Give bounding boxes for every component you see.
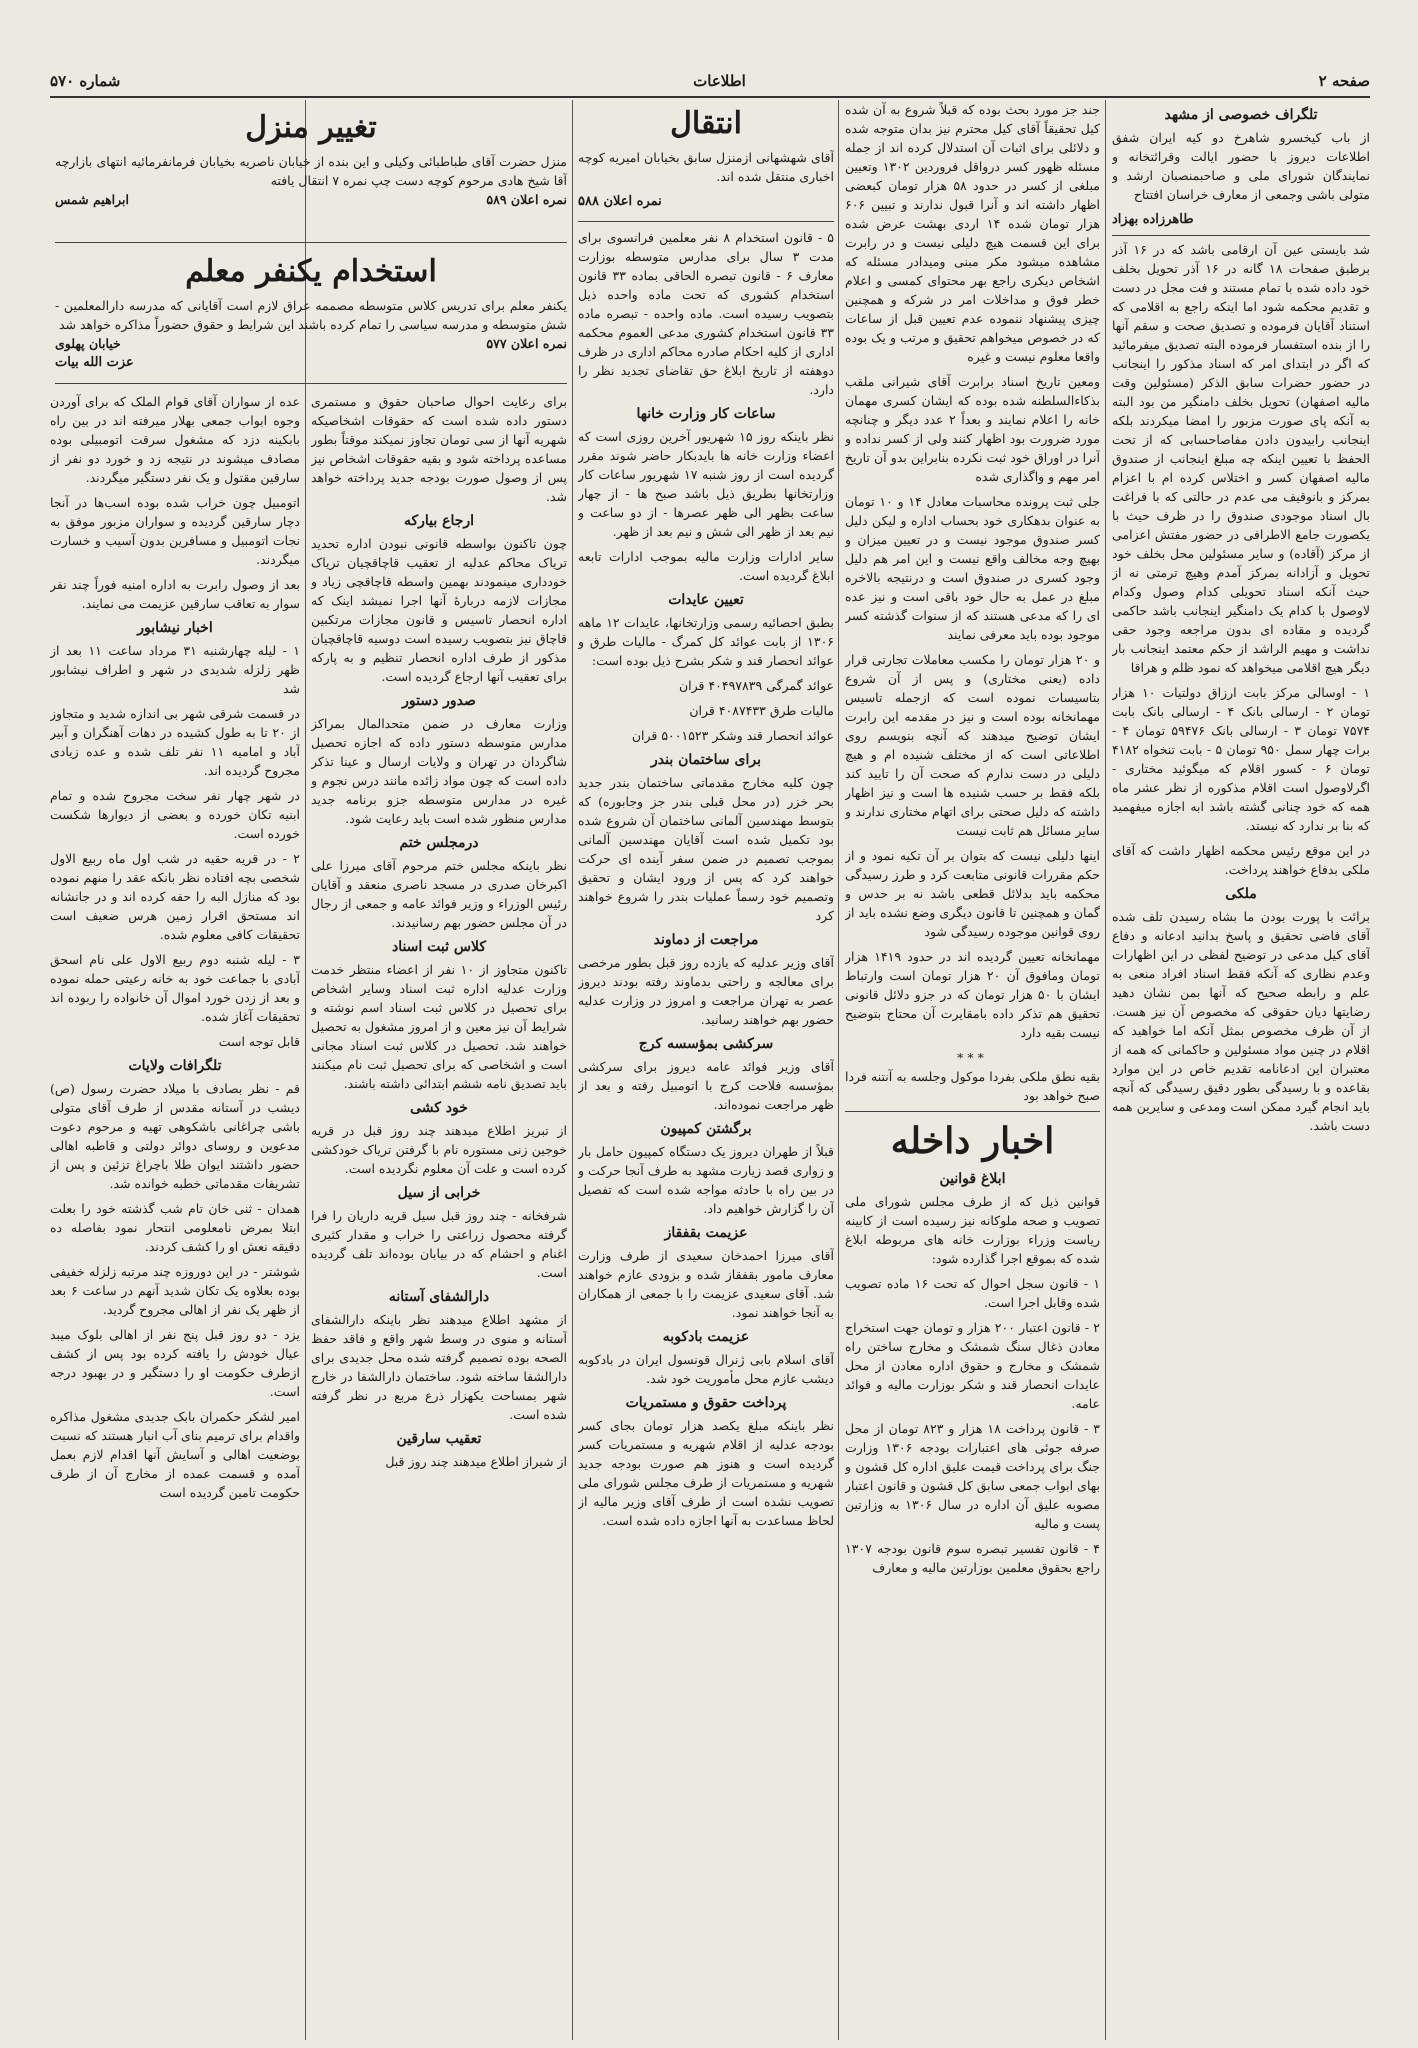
article-text: در این موقع رئیس محکمه اظهار داشت که آقای ملکی بدفاع خواهند پرداخت.: [1112, 843, 1370, 877]
article-text: سایر ادارات وزارت مالیه بموجب ادارات تابعه ابلاغ گردیده است.: [578, 549, 834, 583]
article-text: بطبق احصائیه رسمی وزارتخانها، عایدات ۱۲ ماهه ۱۳۰۶ از بابت عوائد کل کمرگ - مالیات طرق و عوائد انحصار قند و شکر بشرح ذیل بوده است:: [578, 615, 834, 668]
article-text: عده از سواران آقای قوام الملک که برای آوردن وجوه ابواب جمعی بهلار میرفته اند در بین راه بابکینه دزد که مشغول سرقت اتومبیلی بوده مصادف میشوند در نتیجه زد و خورد دو نفر از سارقین مقتول و یک نفر دستگیر میگردند.: [50, 394, 300, 485]
section-heading: عزیمت بقفقاز: [664, 1225, 748, 1241]
article-intro: از باب کیخسرو شاهرخ دو کیه ایران شفق اطلاعات دیروز با حضور ایالت وقرائتخانه و نمایندگان شورای ملی و صاحبمنصبان ارشد و متولی باشی وجمعی از معارف خراسان افتتاح: [1112, 130, 1370, 202]
article-text: شد بایستی عین آن ارقامی باشد که در ۱۶ آذر برطبق صفحات ۱۸ گانه در ۱۶ آذر تحویل بخلف خود داده شده با تمام مستند و فت مجل در دست و تقدیم محکمه شود اما اینکه راجع به اقلامی که استناد آقایان فرموده و تصدیق صحت و سقم آنها را از بنده استفسار فرموده البته تصدیق میفرمائید که اگر در ابتدای امر که اسناد مذکور را اینجانب در حضور حضرات سابق الذکر (مسئولین وقت مالیه اصفهان) تحویل بخلف دامنگیر من بود البته به آنکه پای صورت مزبور را امضا میکردند بلکه اینجانب رابیدون دادن مفاصاحسابی که از تحت الحفظ با تعیین اینکه چه مبلغ اینجانب از صندوق مالیه اصفهان کسر و اختلاس کرده ام با اعزام بمرکز و بانوقیف می عدم در حالتی که با فراغت بال اسناد موجودی صندوق را در ظرف حیث با یکصورت جامع الاطرافی در حضور مفتش اعزامی از مرکز (آقاده) و سایر مسئولین محل بخلف خود تحویل و آزادانه بمرکز آمدم وهیچ ترمتی نه از حیث آنکه اسناد تحویلی کدام وصول وکدام لاوصول با کدام یک دامنگیر اینجانب باشد حاکمی گردیده و مقاده ای بدون مراجعه وجود حقی نداشت و مهیم الراشد از حکم معتمد اینجانب بار دیگر هیچ اقلامی میخواهد که نمود ظلم و هراقا: [1112, 242, 1370, 675]
section-title: اخبار داخله: [890, 1120, 1055, 1162]
notice-text: یکنفر معلم برای تدریس کلاس متوسطه مصممه عراق لازم است آقایانی که مدرسه دارالمعلمین - شش متوسطه و مدرسه سیاسی را تمام کرده باشند این شرایط و حقوق حضوراً مذاکره خواهد شد: [55, 298, 567, 332]
section-heading: ارجاع بیارکه: [403, 513, 475, 529]
article-text: در شهر چهار نفر سخت مجروح شده و تمام ابنیه تکان خورده و بعضی از دیوارها شکست خورده است.: [50, 788, 300, 841]
article-text: ومعین تاریخ اسناد برابرت آقای شیرانی ملقب بذکاءالسلطنه شده بوده که ایشان کسری مهمان خانه را اعلام نمایند و بعداً ۲ عدد دیگر و چنانچه مورد ضرورت بود اظهار کنند ولی از کسر نداده و آنرا در اوراق خود ثبت نکرده بنابراین بدو آن تاریخ امر مهم و واگذاری شده: [845, 374, 1100, 484]
article-text: قوانین ذیل که از طرف مجلس شورای ملی تصویب و صحه ملوکانه نیز رسیده است از کابینه ریاست وزراء بوزارت خانه های مربوطه ابلاغ شده که بموقع اجرا گذارده شود:: [845, 1194, 1100, 1266]
revenue-line: عوائد انحصار قند وشکر ۵۰۰۱۵۲۳ قران: [631, 728, 834, 743]
notice-text: آقای شهشهانی ازمنزل سابق بخیابان امیریه کوچه اخباری منتقل شده اند.: [578, 150, 834, 184]
law-item: ۳ - قانون پرداخت ۱۸ هزار و ۸۲۳ تومان از محل صرفه جوئی های اعتبارات بودجه ۱۳۰۶ وزارت جنگ برای پرداخت قیمت علیق اداره کل قشون و بهای ابواب جمعی سابق کل قشون و قانون اعتبار مصوبه علیق آن اداره در سال ۱۳۰۶ به وزارتین پست و مالیه: [845, 1421, 1100, 1531]
article-text: ۲ - در قریه حقیه در شب اول ماه ربیع الاول شخصی بچه افتاده نظر بانکه عقد را منهم نموده بود که منازل البه را حفه کرده اند و در جانشانه اند مستحق اقرار زمین هرس ضعیف است تحقیقات کافی معلوم شده.: [50, 851, 300, 942]
column-4: [311, 392, 567, 2040]
section-heading: اخبار نیشابور: [137, 620, 213, 636]
section-heading: برای ساختمان بندر: [651, 752, 761, 768]
notice-text: منزل حضرت آقای طباطبائی وکیلی و این بنده از خیابان ناصریه بخیابان فرمانفرمائیه انتهای بازارچه آقا شیخ هادی مرحوم کوچه دست چپ نمره ۷ انتقال یافته: [55, 154, 567, 188]
divider: [845, 1111, 1100, 1112]
article-text: تاکنون متجاوز از ۱۰ نفر از اعضاء منتظر خدمت وزارت عدلیه اداره ثبت اسناد وسایر اشخاص برای تحصیل در کلاس ثبت اسناد اسم نوشته و شرایط آن نیز معین و از امروز مشغول به تحصیل خواهند شد. تحصیل در کلاس ثبت اسناد مجانی است و اشخاصی که برای تحصیل ثبت نام میکنند باید تصدیق نامه ششم ابتدائی داشته باشند.: [311, 962, 567, 1091]
header-rule: [50, 96, 1370, 98]
section-heading: برگشتن کمپیون: [660, 1121, 752, 1137]
article-text: ۱ - لیله چهارشنبه ۳۱ مرداد ساعت ۱۱ بعد از ظهر زلزله شدیدی در شهر و اطراف نیشابور شد: [50, 643, 300, 696]
article-text: آقای میرزا احمدخان سعیدی از طرف وزارت معارف مامور بقفقاز شده و بزودی عازم خواهند شد. آقای سعیدی عزیمت را با جمعی از همکاران به آنجا خواهند نمود.: [578, 1248, 834, 1320]
newspaper-name: اطلاعات: [693, 72, 746, 90]
article-text: ۵ - قانون استخدام ۸ نفر معلمین فرانسوی برای مدت ۳ سال برای مدارس متوسطه بوزارت معارف ۶ - قانون تبصره الحاقی بماده ۳۳ قانون استخدام کشوری که تحت ماده واحده ذیل بتصویب رسیده است. ماده واحده - تبصره ماده ۳۳ قانون استخدام کشوری مدعی العموم محکمه اداری از کلیه احکام صادره محاکم اداری در ظرف دوهفته از تاریخ ابلاغ حق تقاضای تجدید نظر را دارد.: [578, 230, 834, 397]
column-rule: [305, 100, 306, 2040]
article-text: چون کلیه مخارج مقدماتی ساختمان بندر جدید بحر خزر (در محل قبلی بندر جز وجابوره) که بتوسط مهندسین آلمانی ساختمان آن شروع شده بود تکمیل شده است آقایان مهندسین آلمانی بموجب تصمیم در ضمن سفر آینده ای حرکت خواهند کرد که پس از ورود ایشان و تحقیق وتصمیم خود رسماً عملیات بندر را شروع خواهند کرد: [578, 775, 834, 923]
article-text: اینها دلیلی نیست که بتوان بر آن تکیه نمود و از حکم مقررات قانونی متابعت کرد و طرز رسیدگی محکمه باید بدلائل قطعی باشد نه بر حدس و گمان و همچنین تا قانون دیگری وضع نشده باید از روی قوانین موجوده رسیدگی شود: [845, 848, 1100, 939]
section-heading: تلگرافات ولایات: [128, 1058, 222, 1074]
section-heading: ساعات کار وزارت خانها: [636, 406, 776, 422]
notice-box: [55, 104, 567, 243]
article-text: در قسمت شرقی شهر بی اندازه شدید و متجاوز از ۲۰ تا به طول کشیده در دهات آهنگران و آبیر آباد و امامیه ۱۱ نفر تلف شده و عده زیادی مجروح گردیده اند.: [50, 706, 300, 778]
notice-signature: عزت الله بیات: [55, 355, 134, 370]
article-text: بعد از وصول رابرت به اداره امنیه فوراً چند نفر سوار به تعاقب سارقین عزیمت می نمایند.: [50, 577, 300, 611]
revenue-line: مالیات طرق ۴۰۸۷۴۳۳ قران: [689, 703, 834, 718]
section-heading: خود کشی: [410, 1100, 468, 1116]
article-text: از مشهد اطلاع میدهند نظر باینکه دارالشفای آستانه و منوی در وسط شهر واقع و فاقد حفظ الصحه بوده تصمیم گرفته شده محل جدیدی برای دارالشفا ساخته شود. ساختمان دارالشفا در خارج شهر بمساحت یکهزار ذرع مربع در نظر گرفته شده است.: [311, 1312, 567, 1422]
column-1: [1112, 100, 1370, 2040]
article-text: قم - نظر بصادف با میلاد حضرت رسول (ص) دیشب در آستانه مقدس از طرف آقای متولی باشی چراغانی باشکوهی تهیه و مرحوم دعوت مدعوین و روسای دوائر دولتی و قاطبه اهالی حضور داشتند ایوان طلا باچراغ تزئین و پس از تشریفات مقدماتی خطبه خوانده شد.: [50, 1081, 300, 1191]
law-item: ۱ - قانون سجل احوال که تحت ۱۶ ماده تصویب شده وقابل اجرا است.: [845, 1276, 1100, 1310]
section-heading: کلاس ثبت اسناد: [391, 939, 487, 955]
section-heading: پرداخت حقوق و مستمریات: [625, 1395, 787, 1411]
article-text: مهمانخانه تعیین گردیده اند در حدود ۱۴۱۹ هزار تومان ومافوق آن ۲۰ هزار تومان است وارتباط ایشان با ۵۰ هزار تومان كه در جزو دلائل قانونی تحقیق هم تذکر داده بامقایرت آن محتاج بتوضیح نیست بقیه دارد: [845, 949, 1100, 1040]
article-text: قبلاً از طهران دیروز یک دستگاه کمپیون حامل بار و زواری قصد زیارت مشهد به طرف آنجا حرکت و در بین راه با حادثه مواجه شده است که تفصیل آن را گزارش خواهیم داد.: [578, 1144, 834, 1216]
article-text: نظر باینکه روز ۱۵ شهریور آخرین روزی است که اعضاء وزارت خانه ها بایدبکار حاضر شوند مقرر گردیده است از روز شنبه ۱۷ شهریور ساعات کار وزارتخانها بطریق ذیل باشد صبح ها - از چهار ساعت بظهر الی ظهر عصرها - از دو ساعت و نیم بعد از ظهر الی شش و نیم بعد از ظهر.: [578, 429, 834, 539]
section-heading: تعقیب سارقین: [396, 1431, 482, 1447]
article-title: تلگراف خصوصی از مشهد: [1164, 107, 1318, 123]
notice-title: استخدام یکنفر معلم: [185, 254, 437, 289]
article-text: شوشتر - در این دوروزه چند مرتبه زلزله خفیفی بوده بعلاوه یک تکان شدید آنهم در ساعت ۶ بعد از ظهر یک نفر از اهالی مجروح گردید.: [50, 1264, 300, 1317]
law-item: ۲ - قانون اعتبار ۲۰۰ هزار و تومان جهت استخراج معادن ذغال سنگ شمشک و مخارج ساختن راه شمشک و مخارج و حقوق اداره معادن از محل عایدات انحصار قند و شکر بوزارت مالیه و فوائد عامه.: [845, 1320, 1100, 1411]
notice-box: [578, 104, 834, 222]
article-text: بقیه نطق ملکی بفردا موکول وجلسه به آنتنه فردا صبح خواهد بود: [845, 1069, 1100, 1103]
section-heading: مراجعت از دماوند: [653, 932, 759, 948]
page-number: صفحه ۲: [1318, 72, 1370, 90]
law-item: ۴ - قانون تفسیر تبصره سوم قانون بودجه ۱۳۰۷ راجع بحقوق معلمین بوزارتین مالیه و معارف: [845, 1541, 1100, 1575]
section-heading: عزیمت بادکوبه: [662, 1329, 750, 1345]
column-rule: [838, 100, 839, 2040]
notice-address: خیابان پهلوی: [55, 336, 121, 351]
article-text: یزد - دو روز قبل پنج نفر از اهالی بلوک میبد عیال خودش را یافته کرده بود پس از کشف ازطرف حکومت او را دستگیر و در بهبود درجه است.: [50, 1327, 300, 1399]
article-text: همدان - ثنی خان تام شب گذشته خود را بعلت ابتلا بمرض نامعلومی انتحار نمود بفاصله ده دقیقه نعش او را کشف کردند.: [50, 1201, 300, 1254]
article-text: برائت با پورت بودن ما بشاه رسیدن تلف شده آقای فاضی تحقیق و پاسخ بدانید ادعانه و دفاع آقای کیل مدعی در توضیح لفظی در این اظهارات وعدم نظاری که آنکه فقط اسناد افراد منعی به علم و رابطه صحیح که آنها بمن نشان دهید رضایتها دیان حقوقی که مخصوص آن نیز هست. از آن ظرف مخصوص بمثل آنکه اما خواهید که اقلام در چنین مواد مسئولین و حاکمانی که همه از معتبران این ادعانامه تقدیم خاص در این موارد بقاعده و با رسیدگی بطور دقیق رسیدگی که آنچه باید انجام گیرد ممکن است ومدعی و سایرین همه دست باشد.: [1112, 909, 1370, 1133]
notice-title: تغییر منزل: [245, 110, 377, 145]
section-heading: دارالشفای آستانه: [388, 1289, 490, 1305]
article-text: اتومبیل چون خراب شده بوده اسب‌ها در آنجا دچار سارقین گردیده و سواران مزبور موفق به نجات اتومبیل و مسافرین بدون آسیب و خسارت میگردند.: [50, 495, 300, 567]
notice-number: نمره اعلان ۵۸۸: [578, 194, 662, 209]
section-heading: صدور دستور: [402, 693, 476, 709]
issue-number: شماره ۵۷۰: [50, 72, 121, 90]
article-text: شرفخانه - چند روز قبل سیل قریه داریان را فرا گرفته محصول زراعتی را خراب و مقدار کثیری اغنام و احشام که در بیابان بوده‌اند تلف گردیده است.: [311, 1208, 567, 1280]
divider: [1112, 235, 1370, 236]
separator-stars: ***: [957, 1050, 988, 1065]
article-text: آقای وزیر فوائد عامه دیروز برای سرکشی بمؤسسه فلاحت کرج با اتومبیل رفته و بعد از ظهر مراجعت نموده‌اند.: [578, 1059, 834, 1112]
notice-box: [55, 248, 567, 384]
article-text: قابل توجه است: [218, 1034, 300, 1049]
section-heading: ابلاغ قوانین: [939, 1171, 1006, 1187]
column-rule: [1105, 100, 1106, 2040]
section-heading: ملکی: [1225, 886, 1257, 902]
article-text: چون تاکنون بواسطه قانونی نبودن اداره تحدید تریاک محاکم عدلیه از تعقیب قاچاقچیان تریاک خودداری مینمودند بهمین واسطه قاچاقچی زیاد و مجازات لازمه دربارهٔ آنها اجرا نمیشد اینک که اداره انحصار تاسیس و قانون مجازات مرتکبین قاچاق نیز بتصویب رسیده است دوسیه قاچاقچیان مذکور از طرف اداره انحصار تنظیم و به پارکه برای تعقیب آنها ارجاع گردیده است.: [311, 536, 567, 684]
article-text: وزارت معارف در ضمن متحدالمال بمراکز مدارس متوسطه دستور داده که اجازه تحصیل شاگردان در تهران و ولایات ارسال و عینا تذکر داده است که چون مواد زائده مانند درس نجوم و غیره در مدارس متوسطه جزو برنامه جدید مدارس منظور شده است باید رعایت شود.: [311, 716, 567, 826]
column-3: [578, 100, 834, 2040]
section-heading: تعیین عایدات: [668, 592, 744, 608]
section-heading: درمجلس ختم: [399, 835, 479, 851]
notice-number: نمره اعلان ۵۷۷: [486, 336, 567, 351]
column-rule: [572, 100, 573, 2040]
article-text: از تبریز اطلاع میدهند چند روز قبل در قریه خوجین زنی مستوره نام با گرفتن تریاک خودکشی کرده است و علت آن معلوم نگردیده است.: [311, 1123, 567, 1176]
revenue-line: عوائد گمرگی ۴۰۴۹۷۸۳۹ قران: [678, 678, 834, 693]
notice-title: انتقال: [670, 106, 742, 141]
article-text: ۱ - اوسالی مرکز بابت ارزاق دولتیات ۱۰ هزار تومان ۲ - ارسالی بانک ۴ - ارسالی بانک بابت ۷۵۷۴ تومان ۳ - ارسالی بانک ۵۹۴۷۶ تومان ۴ - برات چهار سمل ۹۵۰ تومان ۵ - بابت تنخواه ۴۱۸۲ تومان ۶ - کسور اقلام که میگوئید مختاری - اگرلاوصول است اقلام مذکوره از نظر عشر ماه همه که خود چنانی گشته باشد ابه اجازه میفهمید که بنا بر ندارد که نیستد.: [1112, 685, 1370, 833]
page-header: [50, 70, 1370, 92]
article-text: آقای وزیر عدلیه که یازده روز قبل بطور مرخصی برای معالجه و راحتی بدماوند رفته بودند دیروز عصر به تهران مراجعت و امروز در وزارت عدلیه حضور بهم خواهند رسانید.: [578, 955, 834, 1027]
column-2: [845, 100, 1100, 2040]
article-text: آقای اسلام بابی ژنرال قونسول ایران در بادکوبه دیشب عازم محل مأموریت خود شد.: [578, 1352, 834, 1386]
article-text: جند جز مورد بحث بوده که قبلاً شروع به آن شده کیل تحقیقاً آقای کیل محترم نیز بدان متوجه شده و دلائلی برای اثبات آن استدلال کرده اند از جمله مسئله ظهور کسر درواقل فروردین ۱۳۰۲ وتعیین مبلغی از کسر در حدود ۵۸ هزار تومان کبعضی اظهار داشته اند و آنرا قبول ندارند و تبیین ۶۰۶ هزار تومان شده ۱۴ اردی بهشت عرض شده برای این قسمت هیچ دلیلی نیست و در رابرت مشاهده میشود مکر مبنی ومیدادر مسئله که اشخاص دیکری راجع بهر محتوای کمسی و اعلام خطر فوق و مداخلات امر در شرکه و همچنین چیزی پیشنهاد ننموده عدم تعیین قبل از ساعات که در خصوص میخواهم تحقیق و مرتب و یک بوده واقعا معلوم نیست و غیره: [845, 102, 1100, 364]
notice-signature: ابراهیم شمس: [55, 192, 129, 207]
article-text: برای رعایت احوال صاحبان حقوق و مستمری دستور داده شده است که حقوقات اشخاصیکه شهریه آنها از سی تومان تجاوز نمیکند موقتاً بطور مساعده پرداخته شود و بقیه حقوقات اشخاص نیز پس از وصول صورت بودجه جدید پرداخته خواهد شد.: [311, 394, 567, 504]
article-text: ۳ - لیله شنبه دوم ربیع الاول علی نام اسحق آبادی با جماعت خود به خانه رعیتی حمله نموده و بعد از زدن خورد اموال آن خانواده را ربوده اند تحقیقات آغاز شده.: [50, 952, 300, 1024]
column-5: [50, 392, 300, 2040]
article-text: از شیراز اطلاع میدهند چند روز قبل: [385, 1454, 567, 1469]
article-text: نظر باینکه مجلس ختم مرحوم آقای میرزا علی اکبرخان صدری در مسجد ناصری منعقد و آقایان رئیس الوزراء و وزیر فوائد عامه و جمعی از رجال در آن مجلس حضور بهم رسانیدند.: [311, 858, 567, 930]
article-text: امیر لشکر حکمران بابک جدیدی مشغول مذاکره واقدام برای ترمیم بنای آب انبار هستند که نسبت بوضعیت اهالی و آسایش آنها اقدام لازم بعمل آمده و قسمت عمده از مخارج آن از طرف حکومت تامین گردیده است: [50, 1409, 300, 1500]
article-text: جلی ثبت پرونده محاسبات معادل ۱۴ و ۱۰ تومان به عنوان بدهکاری خود بحساب اداره و لیکن دلیل کسر صندوق موجود نیست و در تعیین میزان و بهیچ وجه مخالف واقع نیست و این امر هم دلیل وجود کسری در صندوق است و درنتیجه بالاخره مبلغ در عمل به حال خود باقی است و نیز عده ای را که مدعی هستند که از سنوات گذشته کسر موجود بوده باید معرفی نمایند: [845, 494, 1100, 642]
article-text: نظر باینکه مبلغ یکصد هزار تومان بجای کسر بودجه عدلیه از اقلام شهریه و مستمریات کسر گردیده است و هنوز هم صورت بودجه جدید شهریه و مستمریات از طرف مجلس شورای ملی تصویب نشده است از طرف آقای وزیر مالیه از لحاظ مساعدت به آنها اجازه داده شده است.: [578, 1418, 834, 1528]
article-signature: طاهرزاده بهزاد: [1112, 212, 1194, 227]
section-heading: خرابی از سیل: [397, 1185, 481, 1201]
notice-number: نمره اعلان ۵۸۹: [486, 192, 567, 207]
article-text: و ۲۰ هزار تومان را مکسب معاملات تجارتی قرار داده (یعنی مختاری) و پس از آن شروع بتاسیسات نموده است که ازجمله تاسیس مهمانخانه بوده است و نیز در مقدمه این رابرت ایشان توضیح میدهند که آنچه بنویسم روی اطلاعاتی است که از مختلف شنیده ام و هیچ دلیلی در دست ندارم که صحت آن را تایید کند بلکه فقط بر حسب شنیده ها است و نیز اظهار داشته که دلیل صحتی برای اتهام مختاری ندارند و سایر مسائل هم ثابت نیست: [845, 652, 1100, 838]
section-heading: سرکشی بمؤسسه کرج: [638, 1036, 774, 1052]
